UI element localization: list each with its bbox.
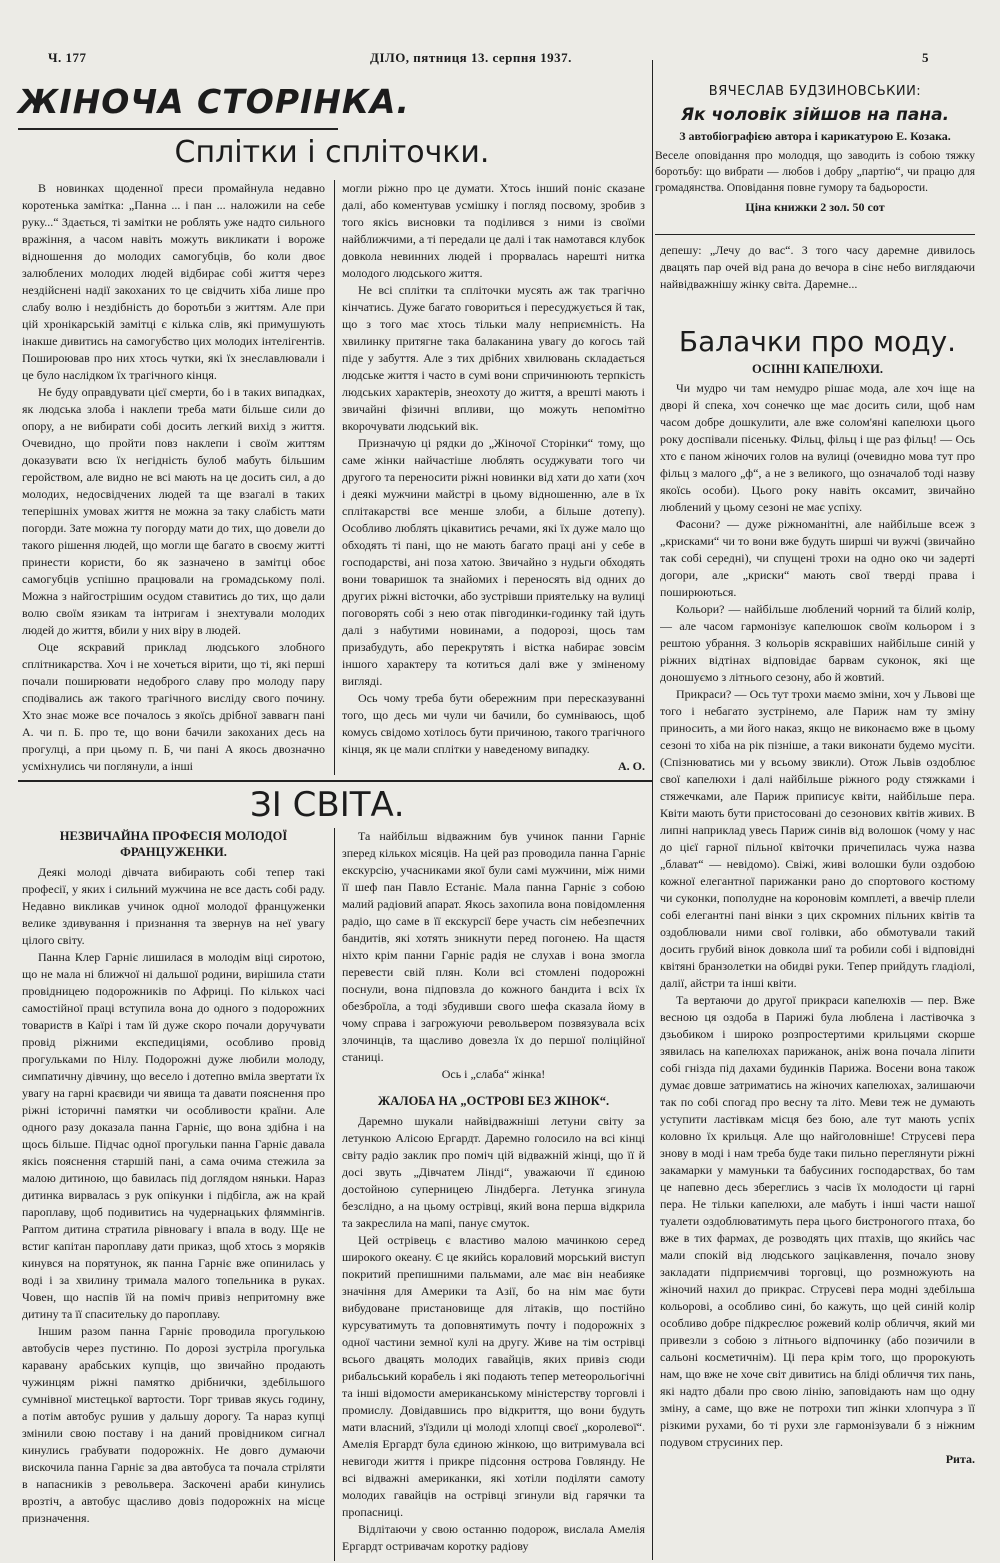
continuation-paragraph: депешу: „Лечу до вас“. З того часу даремне дивилось двацять пар очей від рана до вечора в сінє небо виглядаючи найвідважнішу жінку світа. Даремне...	[660, 243, 975, 291]
book-ad	[655, 84, 975, 224]
fashion-signature: Рита.	[945, 1452, 975, 1466]
column-divider	[334, 828, 335, 1561]
section-title-women: ЖІНОЧА СТОРІНКА.	[18, 82, 410, 121]
profession-paragraph: Іншим разом панна Гарніє проводила прогулькою автобусів через пустиню. По дорозі зустріла прогулька каравану арабських купців, що звичайно продають чужинцям ріжні памятко дрібнички, здебільшого сумнівної мистецької вартости. Торг тривав якусь годину, а потім автобус рушив у дальшу дорогу. Та нараз купці змінили свою поставу і на даний провідником сигнал кинулись грабувати подорожніх. Не довго думаючи вискочила панна Гарніє за два автобуса та почала стріляти в напасників з револьвера. Заскочені араби кинулись врозтіч, а автобус щасливо довіз подорожніх на місце призначення.	[22, 1324, 325, 1525]
masthead: ДІЛО, пятниця 13. серпня 1937.	[370, 50, 572, 65]
article-subtitle-fashion: ОСІННІ КАПЕЛЮХИ.	[751, 362, 883, 376]
fashion-paragraph: Та вертаючи до другої прикраси капелюхів — пер. Вже весною ця оздоба в Парижі була люблена і ластівочка з дзьобиком і широко розпростертими крильцями скорше зявилась на капелюхах парижанок, аніж вона почала ліпити собі гнізда під дахами будинків Парижа. Восени вона також думає довше затриматись на жіночих капелюхах, залишаючи так по собі спогад про весну та літо. Меви теж не думають уступити ластівкам місця без бою, але тут мають успіх коловно їх крильця. Але що найголовніше! Струсеві пера знову в моді і нам треба буде таки пильно переглянути ріжні закамарки у мамуньки та бабусиних господарствах, бо там це напевно десь збереглись з часів їх молодости ці гарні пера. Не тільки капелюхи, але мабуть і інші части нашої туалети оздоблюватимуть пера цього бистроногого птаха, бо вже в тих фармах, де розводять цих птахів, що якийсь час мали спокій від людського зацікавлення, почало знову закладати підприємчиві торговці, що розмножують на жіночий нахил до прикрас. Струсеві пера модні здебільша кольорові, а особливо сині, бо кажуть, що цей синій колір особливо добре підкреслює рожевий колір обличчя, який ми привезли з собою з літнього відпочинку (або позичили в сальоні косметичнім). Ці пера крім того, що пророкують нам, що вже не хоче світ дивитись на бліді обличчя тих пань, які надто дбали про свою лінію, заповідають нам що одну зміну, а саме, що вже не потрохи тип жінки хлопчура з її різкими рухами, бо ті рухи зле гармонізували б з ніжним подувом струсиних пер.	[660, 993, 975, 1449]
gossip-signature: А. О.	[618, 759, 645, 773]
section-divider	[18, 780, 652, 782]
gossip-paragraph: Оце яскравий приклад людського злобного сплітникарства. Хоч і не хочеться вірити, що ті, які перші почали поширювати недоброго славу про молоду пару сподівались аж такого трагічного висліду свого почину. Хто знає може все почалось з якоїсь дрібної заввагн пані А. чи п. Б. про те, що вони бачили закоханих десь на прогулці, а при цьому п. Б, чи пані А якось двозначно усміхнулись чи поглянули, а інші	[22, 640, 325, 773]
fashion-column	[660, 380, 975, 1560]
page-number: 5	[922, 50, 929, 65]
section-underline	[18, 128, 338, 130]
lament-paragraph: Відлітаючи у свою останню подорож, вислала Амелія Ергардт остривачам коротку радіову	[342, 1522, 645, 1553]
right-lower-column	[342, 828, 645, 1561]
lament-paragraph: Даремно шукали найвідважніші летуни світу за летункою Алісою Ергардт. Даремно голосило на всі кінці світу радіо заклик про поміч цій відважній жінці, що її й досі звуть „Дівчатем Лінді“, уважаючи її єдиною достойною суперницею Ліндберга. Летунка згинула безслідно, а на цьому острівці, який вона перша відкрила та закреслила на мапі, панує смуток.	[342, 1114, 645, 1230]
issue-number: Ч. 177	[48, 50, 87, 65]
gossip-column-1	[22, 180, 325, 775]
profession-paragraph: Ось і „слаба“ жінка!	[441, 1067, 546, 1081]
section-title-world: ЗІ СВІТА.	[250, 785, 405, 825]
ad-bottom-rule	[655, 234, 975, 235]
ad-price: Ціна книжки 2 зол. 50 сот	[745, 200, 885, 214]
article-title-profession: НЕЗВИЧАЙНА ПРОФЕСІЯ МОЛОДОЇ ФРАНЦУЖЕНКИ.	[59, 829, 288, 859]
gossip-paragraph: Призначую ці рядки до „Жіночої Сторінки“ тому, що саме жінки найчастіше люблять осуджувати того чи другого та переносити ріжні новинки від хати до хати (хоч і деякі мужчини майстрі в цьому відношенню, але в їх сплітакарстві все менше злоби, а більше дотепу). Особливо люблять цікавитись речами, які їх дуже мало що обходять ті пані, що не мають багато праці ані у себе в господарстві, ані поза хатою. Звичайно з нудьги обходять вони товаришок та знайомих і переносять від одних до других ріжні вісточки, або зустрівши приятельку на вулиці поговорять собі з нею отак півгодинки-годинку тай ідуть далі з набутими новинами, а подорозі, щось там призабудуть, або перекрутять і вістка набирає зовсім іншого характеру та котиться далі вже у зміненому вигляді.	[342, 436, 645, 688]
fashion-paragraph: Прикраси? — Ось тут трохи маємо зміни, хоч у Львові ще того і небагато зустрінемо, але Париж нам ту зміну приносить, а ми його наказ, якщо не виконаємо вже в цьому сезоні то хіба на рік пізніше, а таки виконати будемо мусіти. (Спізнюватись ми у всьому звикли). Отож Львів оздоблює свої капелюхи і далі найбільше ріжного роду стяжками і стяжечками, але Париж приписує квіти, найбільше пера. Квіти мають бути пристосовані до сезонових квітів живих. В липні наприклад увесь Париж синів від волошок (чому у нас до цієї гарної пільної квіточки причепилась чужа назва „блават“ — невідомо). Свіжі, живі волошки були оздобою кожної елегантної парижанки рано до спортового костюму чи суконки, пополудне на короновім комплеті, а ввечір плели собі елегантні пані вінки з цих скромних пільних квітів та оздоблювали ними свої голівки, або обмотували такий досить грубий вінок довкола шиї та робили собі і відповідні квітяні бранзолетки на обидві руки. Тепер прийдуть гладіолі, далії, айстри та інші квіти.	[660, 687, 975, 990]
profession-column-1	[22, 828, 325, 1561]
article-title-gossip: Сплітки і спліточки.	[174, 135, 490, 170]
gossip-paragraph: В новинках щоденної преси промайнула недавно коротенька замітка: „Панна ... і пан ... наложили на себе руку...“ Здається, ті замітки не роблять уже надто сильного вражіння, а часом навіть можуть викликати і вороже відношення до молодих самогубців, бо коли двоє залюблених молодих людей відбирає собі життя через нездійснені надії закоханих то це свідчить хіба лише про слабу волю і нездібність до боротьби з життям. Але при цій хронікарській замітці є кілька слів, які примушують інакше дивитись на самогубство цих молодих інтелігентів. Пошироював про них хтось чутки, які їх знеславлювали і це було наслідком їх трагічного кінця.	[22, 181, 325, 382]
gossip-paragraph: Не буду оправдувати цієї смерти, бо і в таких випадках, як людська злоба і наклепи треба мати більше сили до опору, а не вибирати собі досить легкий вихід з життя. Очевидно, що пройти повз наклепи і своїм життям доказувати всю їх негідність булоб мабуть більшим геройством, але видно не всі мають на це досить сил, а до молодих, недосвідчених людей та ще взагалі в таких теперішніх умовах життя не можна за таку слабість мати погорди. Зате можна ту погорду мати до тих, що довели до такого рішення людей, що могли ще багато в своєму житті принести користи, бо як зазначено в замітці обоє самогубців успішно працювали на громадському полі. Можна з найгострішим осудом ставитись до тих, що дали волю своїм язикам та інтригам і знехтували молодих людей до життя, вбили у них віру в людей.	[22, 385, 325, 637]
column-divider	[334, 180, 335, 775]
continuation-text	[660, 242, 975, 322]
article-title-lament: ЖАЛОБА НА „ОСТРОВІ БЕЗ ЖІНОК“.	[377, 1094, 610, 1108]
article-title-fashion: Балачки про моду.	[678, 325, 957, 358]
gossip-column-2	[342, 180, 645, 775]
profession-paragraph: Панна Клер Гарніє лишилася в молодім віці сиротою, що не мала ні ближчої ні дальшої родини, вирішила стати провідницею подорожників по Африці. По кількох часі самостійної праці вступила вона до одного з подорожних товариств в Каїрі і там їй дуже скоро почали доручувати провід ріжними експедиціями, особливо провід прогульками по Нілу. Подорожні дуже любили молоду, симпатичну дівчину, що весело і дотепно вміла звертати їх увагу на гарні краєвиди чи явища та давати пояснення про ріжні історичні памятки чи особливости країни. Але одного разу доказала панна Гарніє, що вона здібна і на щось більше. Підчас одної прогульки панна Гарніє давала якісь пояснення старшій пані, а сама очима стежила за малою дитиною, що бавилась під доглядом няньки. Нараз дитинка вирвалась з рук опікунки і підбігла, аж на край пароплаву, щоб подивитись на чудернацьких фляммінгів. Раптом дитина стратила рівновагу і впала в воду. Ще не встиг капітан пароплаву дати приказ, щоб хтось з моряків кинувся на порятунок, як панна Гарніє вже опинилась у воді і за хвилину тримала малого топельника в руках. Човен, що наспів їй на поміч привіз непритомну вже дитину та її спасительку до пароплаву.	[22, 950, 325, 1321]
fashion-paragraph: Фасони? — дуже ріжноманітні, але найбільше всеж з „крисками“ чи то вони вже будуть ширші чи вужчі (звичайно так собі середні), чи спущені трохи на одно око чи задерті догори, але „криски“ мають свої тверді права і поширюються.	[660, 517, 975, 599]
fashion-paragraph: Чи мудро чи там немудро рішає мода, але хоч іще на дворі й спека, хоч сонечко ще має досить сили, щоб нам часом добре дошкулити, але вже солом'яні капелюхи цього року доспівали пісеньку. Фільц, фільц і ще раз фільц! — Ось хто є паном жіночих голов на вулиці (очевидно мова тут про фільц з малого „ф“, а не з великого, що означалоб тоді назву якоїсь особи). Цього року навіть оксамит, звичайно люблений у цьому сезоні не має успіху.	[660, 381, 975, 514]
ad-title: Як чоловік зійшов на пана.	[680, 105, 950, 125]
lament-paragraph: Цей острівець є властиво малою мачинкою серед широкого океану. Є це якийсь кораловий морський виступ покритий препишними пальмами, але має він неабияке значіння для Америки та Азії, бо на нім має бути вибудоване пристановище для літаків, що постійно курсуватимуть та доповнятимуть почту і подорожніх з одної частини земної кулі на другу. Живе на тім острівці всього двацять молодих гавайців, яких привіз сюди рибальський корабель і які подають тепер метеорольогічні та інші відомости американському міністерству торговлі і промислу. Довідавшись про відкриття, що вони будуть мати власний, з'їздили ці молоді хлопці своєї „королевої“. Амелія Ергардт була єдиною жінкою, що витримувала всі невигоди життя і прикре підсоння острова Говлянду. Не всі відважні американки, які хотіли поділяти самоту молодих гавайців на острівці згинули від гарячки та пропасниці.	[342, 1233, 645, 1519]
fashion-paragraph: Кольори? — найбільше люблений чорний та білий колір, — але часом гармонізує капелюшок своїм кольором і з рештою убрання. З кольорів яскравіших найбільше синій у ріжних відтінах відповідає барвам суконок, які ще доношуємо з літнього сезону, або й жовтий.	[660, 602, 975, 684]
profession-paragraph: Деякі молоді дівчата вибирають собі тепер такі професії, у яких і сильний мужчина не все дасть собі раду. Недавно викликав учинок одної молодої француженки велике здивування і признання та звернув на неї увагу цілого світу.	[22, 865, 325, 947]
ad-author: ВЯЧЕСЛАВ БУДЗИНОВСЬКИЙ:	[708, 84, 922, 99]
ad-subtitle: З автобіографією автора і карикатурою Е. Козака.	[679, 129, 951, 143]
gossip-paragraph: могли ріжно про це думати. Хтось інший поніс сказане далі, або коментував усмішку і погляд посвому, зробив з того якісь висновки та поділився з ними із своїми найближчими, а ті передали це далі і так намотався клубок довкола невинних людей і прорвалась нарешті нитка молодого людського життя.	[342, 181, 645, 280]
gossip-paragraph: Ось чому треба бути обережним при пересказуванні того, що десь ми чули чи бачили, бо сумніваюсь, щоб комусь свідомо хотілось бути причиною, такого трагічного кінця, як це мали сплітки у наведеному випадку.	[342, 691, 645, 756]
gossip-paragraph: Не всі сплітки та спліточки мусять аж так трагічно кінчатись. Дуже багато говориться і пересуджується й так, що з того має хтось тільки малу неприємність. На хвилинку притягне така балаканина увагу до когось тай піде у забуття. Але з тих дрібних хвилювань складається людське життя і часто в сумі вони спричинюють терпкість людських характерів, знеохоту до життя, а врешті мають і звичайні фізичні впливи, що можуть непомітно вкорочувати людський вік.	[342, 283, 645, 433]
profession-paragraph: Та найбільш відважним був учинок панни Гарніє зперед кількох місяців. На цей раз проводила панна Гарніє екскурсію, учасниками якої були самі мужчини, між ними її шеф пан Павло Естаніє. Мала панна Гарніє з собою малий радіовий апарат. Якось захопила вона повідомлення радіо, що саме в її екскурсії бере участь сім небезпечних бандитів, які хотять зникнути перед погонею. На щастя ніхто крім панни Гарніє радія не слухав і вона змогла перевести свій плян. Коли всі стомлені подорожні поснули, вона підповзла до кожного бандита і всіх їх обезброїла, а тоді збудивши свого шефа сказала йому в чому справа і загрожуючи револьвером позвязувала всіх злочинців, та щасливо довезла їх до першої поліційної станиці.	[342, 829, 645, 1064]
column-divider	[652, 60, 653, 1560]
ad-body: Веселе оповідання про молодця, що заводить із собою тяжку боротьбу: що вибрати — любов і добру „партію“, чи працю для громадянства. Оповідання повне гумору та бадьорости.	[655, 150, 975, 194]
